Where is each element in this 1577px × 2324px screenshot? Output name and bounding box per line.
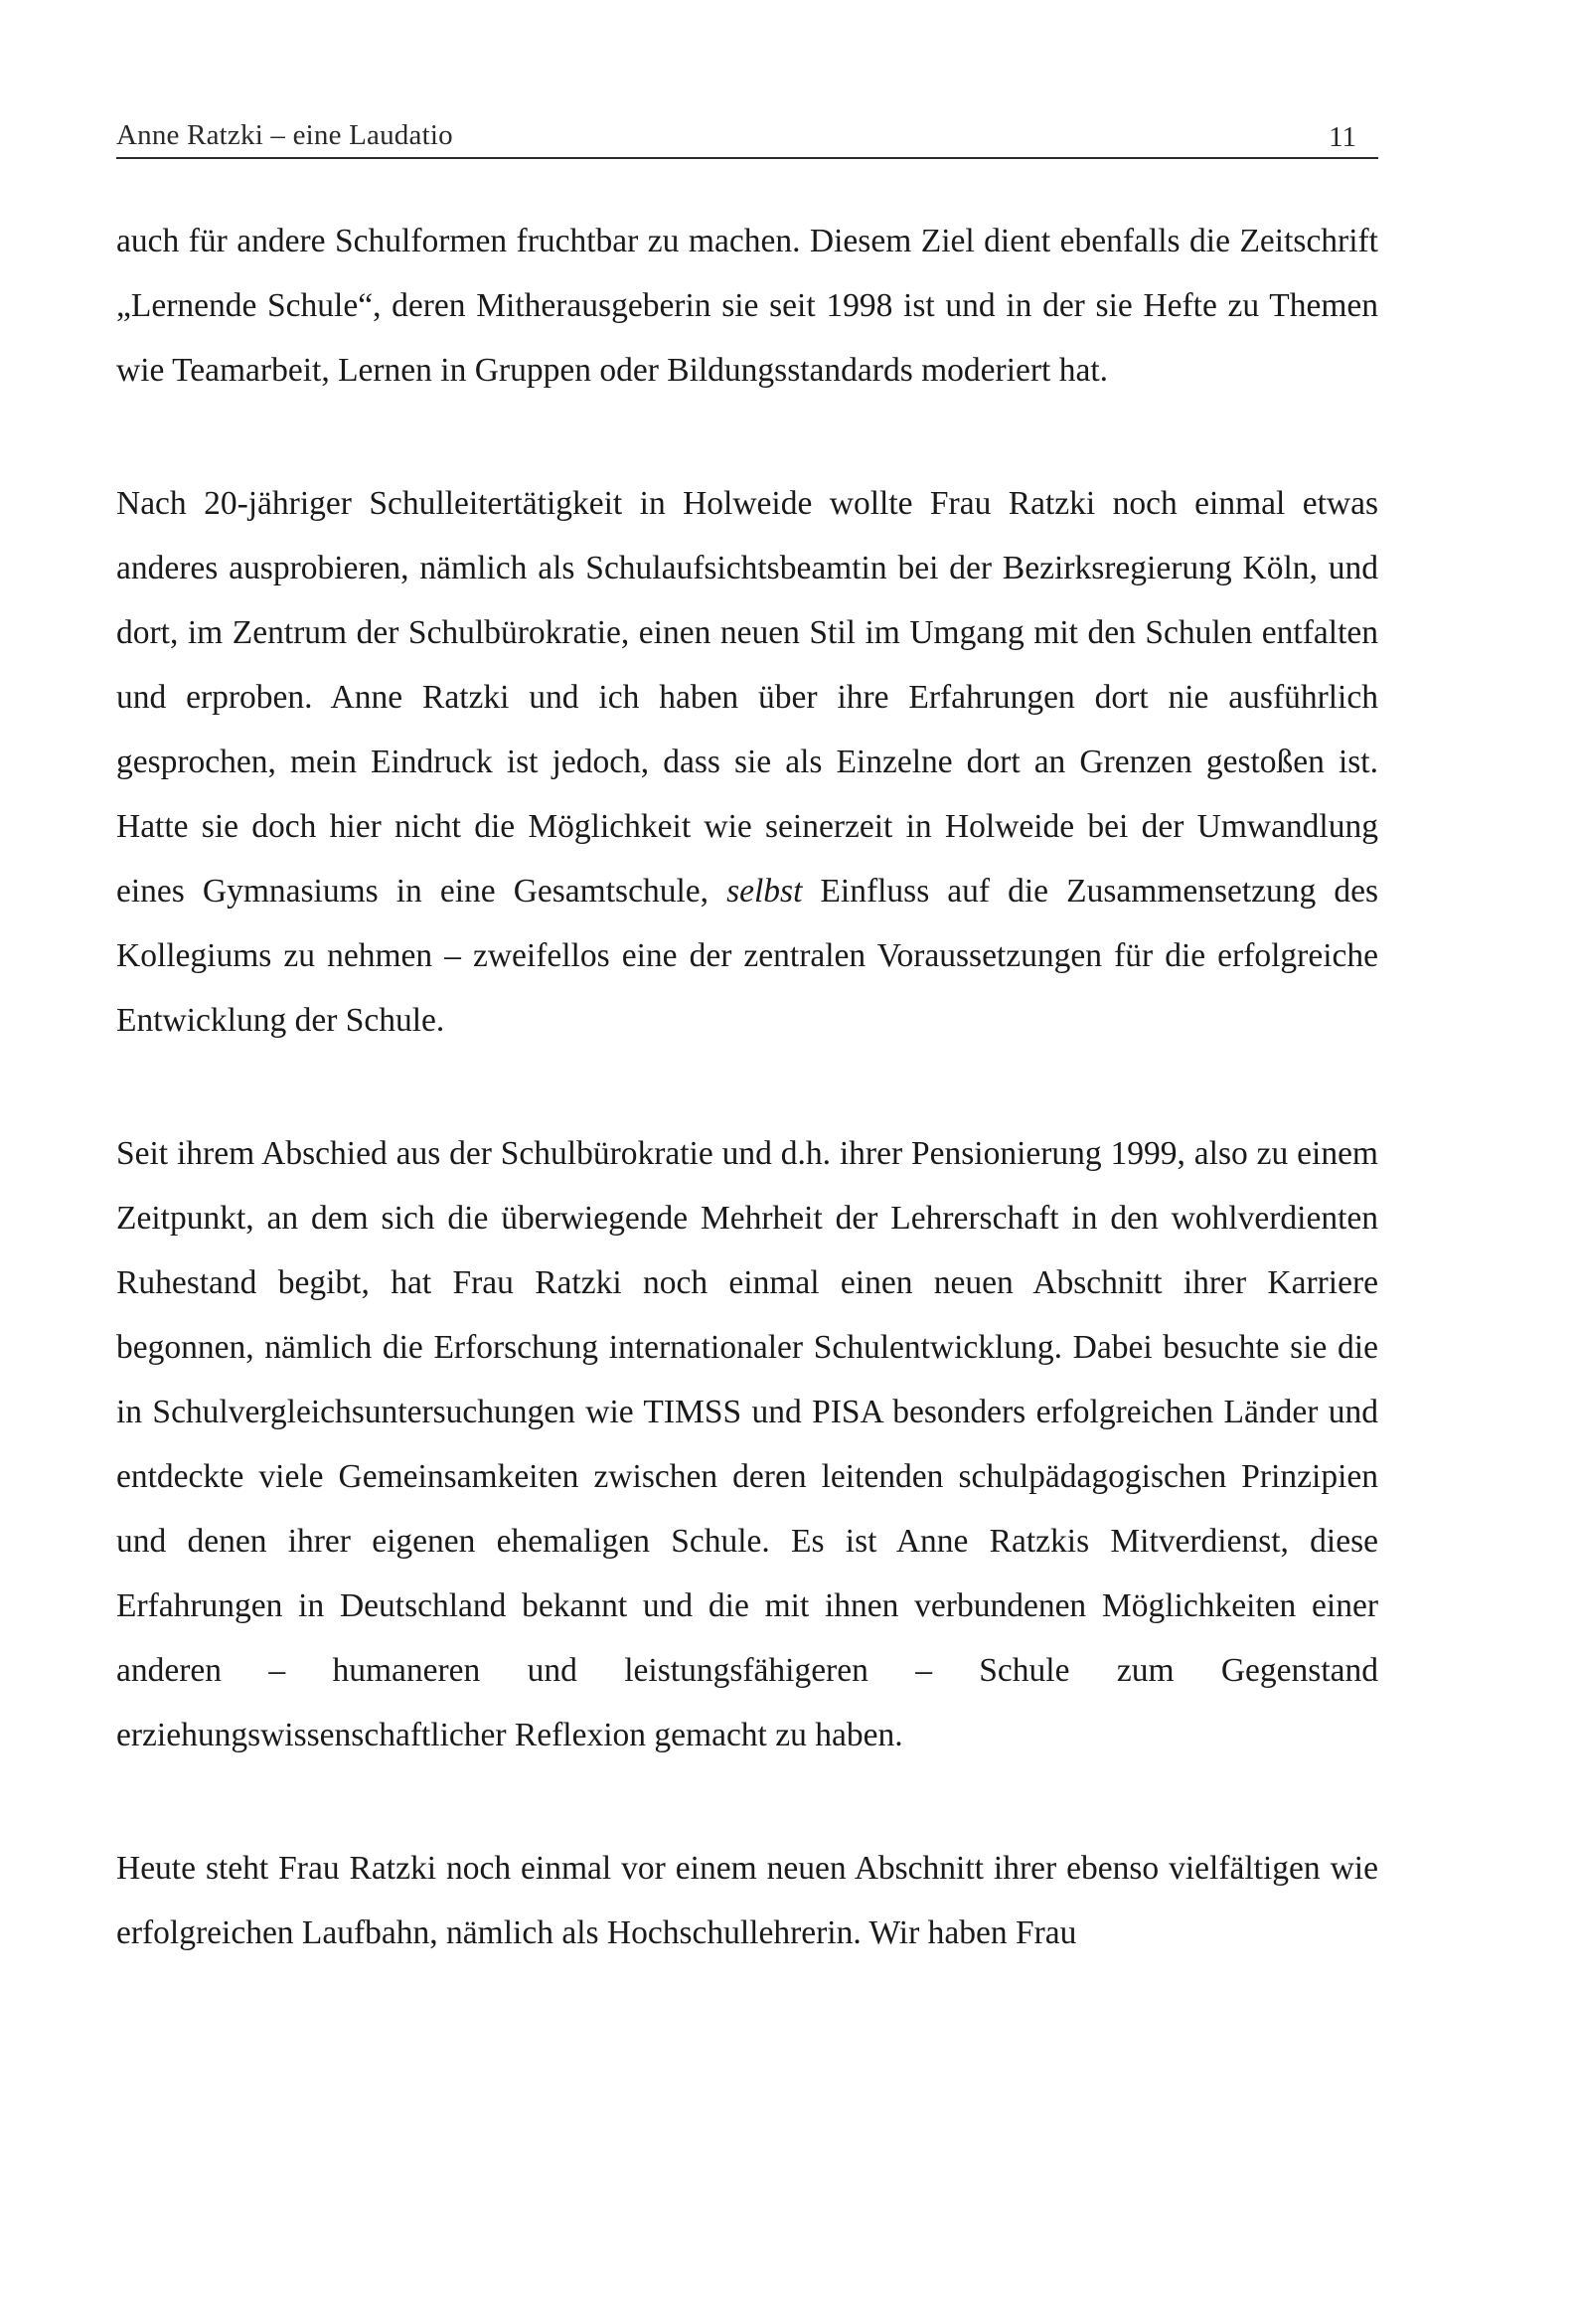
page-number: 11 — [1329, 121, 1356, 153]
running-header-title: Anne Ratzki – eine Laudatio — [116, 119, 453, 151]
running-header — [116, 117, 1378, 159]
paragraph-1: auch für andere Schulformen fruchtbar zu machen. Diesem Ziel dient ebenfalls die Zeitschrift „Lernende Schule“, deren Mitherausgeberin sie seit 1998 ist und in der sie Hefte zu Themen wie Teamarbeit, Lernen in Gruppen oder Bildungsstandards moderiert hat. — [116, 223, 1378, 389]
paragraph-2 — [116, 471, 1378, 1053]
paragraph-2-text-end: Einfluss auf die Zusammensetzung des Kollegiums zu nehmen – zweifellos eine der zentralen Voraussetzungen für die erfolgreiche Entwicklung der Schule. — [116, 873, 1378, 1039]
paragraph-2-emphasis: selbst — [726, 873, 803, 910]
body-text — [116, 209, 1378, 1965]
paragraph-4: Heute steht Frau Ratzki noch einmal vor einem neuen Abschnitt ihrer ebenso vielfältigen wie erfolgreichen Laufbahn, nämlich als Hochschullehrerin. Wir haben Frau — [116, 1850, 1378, 1951]
paragraph-3: Seit ihrem Abschied aus der Schulbürokratie und d.h. ihrer Pensionierung 1999, also zu einem Zeitpunkt, an dem sich die überwiegende Mehrheit der Lehrerschaft in den wohlverdienten Ruhestand begibt, hat Frau Ratzki noch einmal einen neuen Abschnitt ihrer Karriere begonnen, nämlich die Erforschung internationaler Schulentwicklung. Dabei besuchte sie die in Schulvergleichsuntersuchungen wie TIMSS und PISA besonders erfolgreichen Länder und entdeckte viele Gemeinsamkeiten zwischen deren leitenden schulpädagogischen Prinzipien und denen ihrer eigenen ehemaligen Schule. Es ist Anne Ratzkis Mitverdienst, diese Erfahrungen in Deutschland bekannt und die mit ihnen verbundenen Möglichkeiten einer anderen – humaneren und leistungsfähigeren – Schule zum Gegenstand erziehungswissenschaftlicher Reflexion gemacht zu haben. — [116, 1135, 1378, 1753]
paragraph-2-text-start: Nach 20-jähriger Schulleitertätigkeit in Holweide wollte Frau Ratzki noch einmal etwas anderes ausprobieren, nämlich als Schulaufsichtsbeamtin bei der Bezirksregierung Köln, und dort, im Zentrum der Schulbürokratie, einen neuen Stil im Umgang mit den Schulen entfalten und erproben. Anne Ratzki und ich haben über ihre Erfahrungen dort nie ausführlich gesprochen, mein Eindruck ist jedoch, dass sie als Einzelne dort an Grenzen gestoßen ist. Hatte sie doch hier nicht die Möglichkeit wie seinerzeit in Holweide bei der Umwandlung eines Gymnasiums in eine Gesamtschule, — [116, 485, 1378, 910]
